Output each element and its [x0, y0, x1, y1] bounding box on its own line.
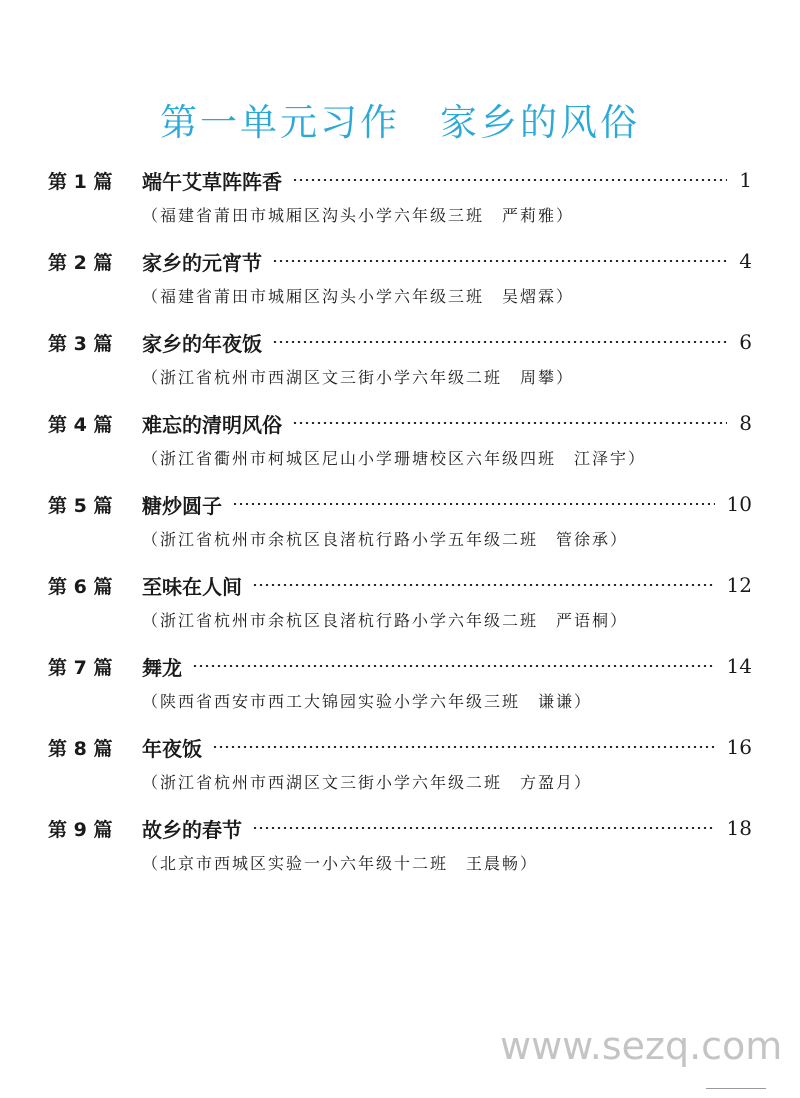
entry-page: 4 — [739, 249, 752, 273]
entry-number: 第 4 篇 — [48, 413, 113, 436]
dot-leader — [272, 260, 727, 262]
dot-leader — [272, 341, 727, 343]
entry-page: 16 — [726, 735, 752, 759]
entry-author: （北京市西城区实验一小六年级十二班 王晨畅） — [142, 854, 539, 873]
entry-number: 第 3 篇 — [48, 332, 113, 355]
entry-author: （浙江省衢州市柯城区尼山小学珊塘校区六年级四班 江泽宇） — [142, 449, 647, 468]
toc-entry[interactable] — [0, 243, 800, 324]
entry-title[interactable]: 至味在人间 — [142, 574, 242, 599]
toc-entry-row — [48, 324, 752, 360]
entry-number: 第 8 篇 — [48, 737, 113, 760]
entry-title[interactable]: 糖炒圆子 — [142, 493, 222, 518]
entry-number: 第 2 篇 — [48, 251, 113, 274]
toc-entry[interactable] — [0, 324, 800, 405]
page-title: 第一单元习作 家乡的风俗 — [160, 101, 640, 144]
toc-entry-row — [48, 405, 752, 441]
entry-author: （福建省莆田市城厢区沟头小学六年级三班 吴熠霖） — [142, 287, 575, 306]
entry-author: （浙江省杭州市余杭区良渚杭行路小学五年级二班 管徐承） — [142, 530, 629, 549]
toc-entry-row — [48, 648, 752, 684]
entry-title[interactable]: 家乡的年夜饭 — [142, 331, 262, 356]
dot-leader — [292, 422, 727, 424]
toc-entry-row — [48, 243, 752, 279]
entry-title[interactable]: 年夜饭 — [142, 736, 202, 761]
entry-page: 18 — [726, 816, 752, 840]
toc-entry[interactable] — [0, 486, 800, 567]
dot-leader — [252, 827, 715, 829]
entry-page: 14 — [726, 654, 752, 678]
toc-entry[interactable] — [0, 162, 800, 243]
entry-number: 第 7 篇 — [48, 656, 113, 679]
toc-entry[interactable] — [0, 810, 800, 891]
entry-title[interactable]: 端午艾草阵阵香 — [142, 169, 282, 194]
entry-title[interactable]: 故乡的春节 — [142, 817, 242, 842]
entry-title[interactable]: 家乡的元宵节 — [142, 250, 262, 275]
entry-author: （浙江省杭州市西湖区文三街小学六年级二班 方盈月） — [142, 773, 593, 792]
entry-number: 第 6 篇 — [48, 575, 113, 598]
dot-leader — [252, 584, 715, 586]
entry-page: 1 — [739, 168, 752, 192]
dot-leader — [232, 503, 715, 505]
toc-entry[interactable] — [0, 405, 800, 486]
toc-entry[interactable] — [0, 648, 800, 729]
toc-entry-row — [48, 162, 752, 198]
entry-title[interactable]: 难忘的清明风俗 — [142, 412, 282, 437]
entry-number: 第 5 篇 — [48, 494, 113, 517]
entry-number: 第 9 篇 — [48, 818, 113, 841]
entry-page: 12 — [726, 573, 752, 597]
toc-entry[interactable] — [0, 567, 800, 648]
dot-leader — [212, 746, 715, 748]
toc-entry-row — [48, 810, 752, 846]
entry-author: （浙江省杭州市西湖区文三街小学六年级二班 周攀） — [142, 368, 575, 387]
entry-page: 10 — [726, 492, 752, 516]
table-of-contents — [0, 162, 800, 891]
entry-title[interactable]: 舞龙 — [142, 655, 182, 680]
entry-author: （福建省莆田市城厢区沟头小学六年级三班 严莉雅） — [142, 206, 575, 225]
watermark: www.sezq.com — [500, 1024, 783, 1068]
entry-page: 6 — [739, 330, 752, 354]
toc-entry-row — [48, 567, 752, 603]
entry-number: 第 1 篇 — [48, 170, 113, 193]
entry-author: （陕西省西安市西工大锦园实验小学六年级三班 谦谦） — [142, 692, 593, 711]
toc-entry-row — [48, 486, 752, 522]
dot-leader — [292, 179, 727, 181]
entry-page: 8 — [739, 411, 752, 435]
toc-entry-row — [48, 729, 752, 765]
dot-leader — [192, 665, 715, 667]
entry-author: （浙江省杭州市余杭区良渚杭行路小学六年级二班 严语桐） — [142, 611, 629, 630]
toc-entry[interactable] — [0, 729, 800, 810]
